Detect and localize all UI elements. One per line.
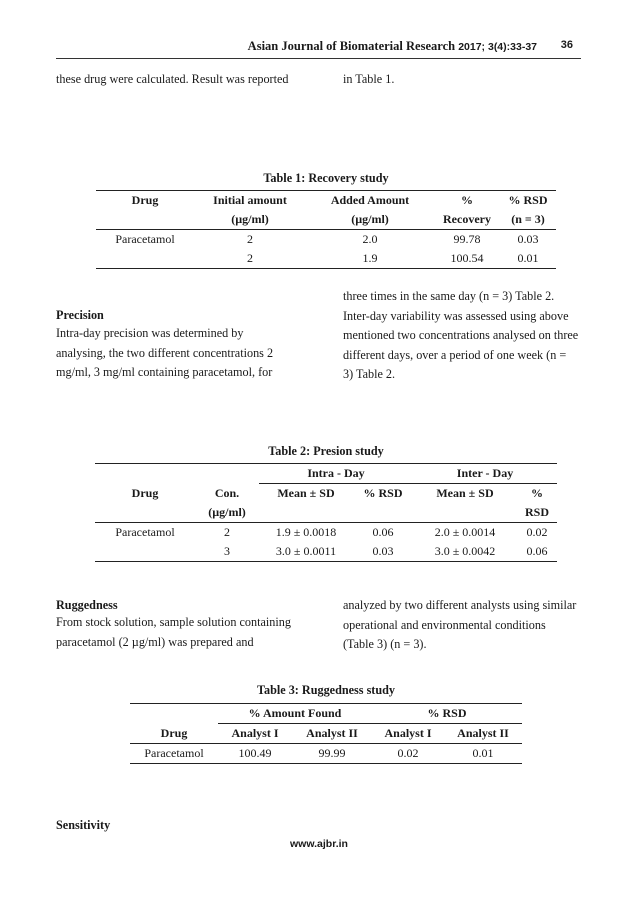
text-line: From stock solution, sample solution containing [56, 615, 291, 629]
table3-caption: Table 3: Ruggedness study [256, 683, 396, 697]
table-cell: Paracetamol [115, 232, 175, 246]
table3-col-rsd-analyst1: Analyst I [384, 726, 432, 740]
table3-group-amount: % Amount Found [218, 704, 372, 724]
precision-left-paragraph [56, 324, 308, 383]
text-line: different days, over a period of one week (n = [343, 347, 567, 362]
table1-col-recovery: % [461, 193, 473, 207]
table-cell: 100.54 [450, 251, 484, 265]
footer-url: www.ajbr.in [290, 838, 348, 850]
ruggedness-right-paragraph [343, 596, 595, 655]
table2-caption: Table 2: Presion study [268, 444, 384, 458]
table2-header-row [95, 484, 557, 504]
table-cell: 99.99 [318, 746, 346, 760]
table2-col-intra-rsd-sub [353, 503, 413, 523]
table2-col-intra-mean: Mean ± SD [277, 486, 335, 500]
table-cell: 0.06 [372, 525, 394, 539]
table-cell: 2 [247, 232, 253, 246]
table1-col-drug: Drug [131, 193, 159, 207]
table-cell [96, 249, 194, 269]
table-cell: 0.03 [372, 544, 394, 558]
table-row [95, 523, 557, 543]
table-cell: 3.0 ± 0.0011 [275, 544, 337, 558]
table-cell: 100.49 [238, 746, 272, 760]
table-cell: 0.03 [517, 232, 539, 246]
table-cell: Paracetamol [115, 525, 175, 539]
table2-header-row-2 [95, 503, 557, 523]
text-line: analysing, the two different concentrations 2 [56, 345, 274, 360]
precision-heading: Precision [56, 308, 104, 322]
table1-col-added-unit: (µg/ml) [351, 212, 389, 226]
table-cell: Paracetamol [144, 746, 204, 760]
table3-col-rsd-analyst2: Analyst II [457, 726, 509, 740]
table2-col-inter-rsd-sub: RSD [524, 505, 549, 519]
table1-col-added: Added Amount [330, 193, 410, 207]
table-row [96, 230, 556, 250]
table-cell: 1.9 [362, 251, 378, 265]
page-header [56, 38, 581, 59]
table2-group-intraday: Intra - Day [259, 464, 413, 484]
table2-col-intra-rsd: % RSD [363, 486, 403, 500]
table1-col-rsd-sub: (n = 3) [511, 212, 545, 226]
table3-group-row [130, 704, 522, 724]
table-cell: 1.9 ± 0.0018 [275, 525, 337, 539]
intro-right-text: in Table 1. [343, 72, 395, 86]
text-line: Intra-day precision was determined by [56, 326, 244, 340]
text-line: Inter-day variability was assessed using above [343, 308, 569, 323]
table1-col-drug-sub [96, 210, 194, 230]
table2-col-con: Con. [214, 485, 240, 500]
text-line: analyzed by two different analysts using similar [343, 598, 577, 612]
table1-col-initial: Initial amount [213, 193, 287, 207]
table-cell: 2 [247, 251, 253, 265]
table-cell: 0.06 [526, 544, 548, 558]
table3-col-amount-analyst2: Analyst II [306, 726, 358, 740]
table3-col-drug: Drug [160, 725, 188, 740]
table2-col-inter-mean: Mean ± SD [436, 486, 494, 500]
precision-right-paragraph [343, 287, 595, 385]
table-cell: 0.02 [526, 525, 548, 539]
table2-col-inter-mean-sub [413, 503, 517, 523]
text-line: three times in the same day (n = 3) Table 2. [343, 289, 555, 303]
table-cell: 2 [224, 525, 230, 539]
text-line: (Table 3) (n = 3). [343, 637, 427, 651]
table1-col-recovery-sub: Recovery [443, 212, 491, 226]
table1-col-initial-unit: (µg/ml) [231, 212, 269, 226]
text-line: 3) Table 2. [343, 367, 396, 381]
table1-col-rsd: % RSD [508, 193, 548, 207]
table2-col-con-unit: (µg/ml) [208, 505, 246, 519]
table-row [130, 744, 522, 764]
table-cell [95, 542, 195, 562]
table2-group-interday: Inter - Day [413, 464, 557, 484]
text-line: mentioned two concentrations analysed on three [343, 328, 579, 342]
ruggedness-left-paragraph [56, 613, 308, 652]
table1-header-row-2 [96, 210, 556, 230]
sensitivity-heading: Sensitivity [56, 818, 111, 832]
table2-col-intra-mean-sub [259, 503, 353, 523]
journal-title: Asian Journal of Biomaterial Research 2017; 3(4):33-37 [247, 39, 537, 53]
table-cell: 2.0 ± 0.0014 [434, 525, 496, 539]
page-number: 36 [560, 39, 573, 51]
text-line: operational and environmental conditions [343, 617, 546, 632]
table-cell: 3 [224, 544, 230, 558]
table1-header-row [96, 191, 556, 211]
table-cell: 0.02 [397, 746, 419, 760]
ruggedness-heading: Ruggedness [56, 598, 118, 612]
table2-group-row [95, 464, 557, 484]
table-cell: 2.0 [362, 232, 378, 246]
table3-col-amount-analyst1: Analyst I [231, 726, 279, 740]
table3-ruggedness [130, 703, 522, 764]
table1-caption: Table 1: Recovery study [263, 171, 389, 185]
table2-col-inter-rsd: % [531, 486, 543, 500]
table3-header-row [130, 724, 522, 744]
table2-col-drug-sub [95, 503, 195, 523]
table-cell: 0.01 [517, 251, 539, 265]
table-row [96, 249, 556, 269]
table2-col-drug: Drug [131, 485, 159, 500]
table2-precision [95, 463, 557, 562]
text-line: paracetamol (2 µg/ml) was prepared and [56, 634, 254, 649]
intro-left-text: these drug were calculated. Result was reported [56, 72, 289, 86]
table-cell: 99.78 [453, 232, 481, 246]
table-row [95, 542, 557, 562]
text-line: mg/ml, 3 mg/ml containing paracetamol, for [56, 365, 273, 379]
journal-volume: 2017; 3(4):33-37 [458, 41, 537, 53]
table-cell: 0.01 [472, 746, 494, 760]
table3-group-rsd: % RSD [372, 704, 522, 724]
table1-recovery [96, 190, 556, 269]
table-cell: 3.0 ± 0.0042 [434, 544, 496, 558]
